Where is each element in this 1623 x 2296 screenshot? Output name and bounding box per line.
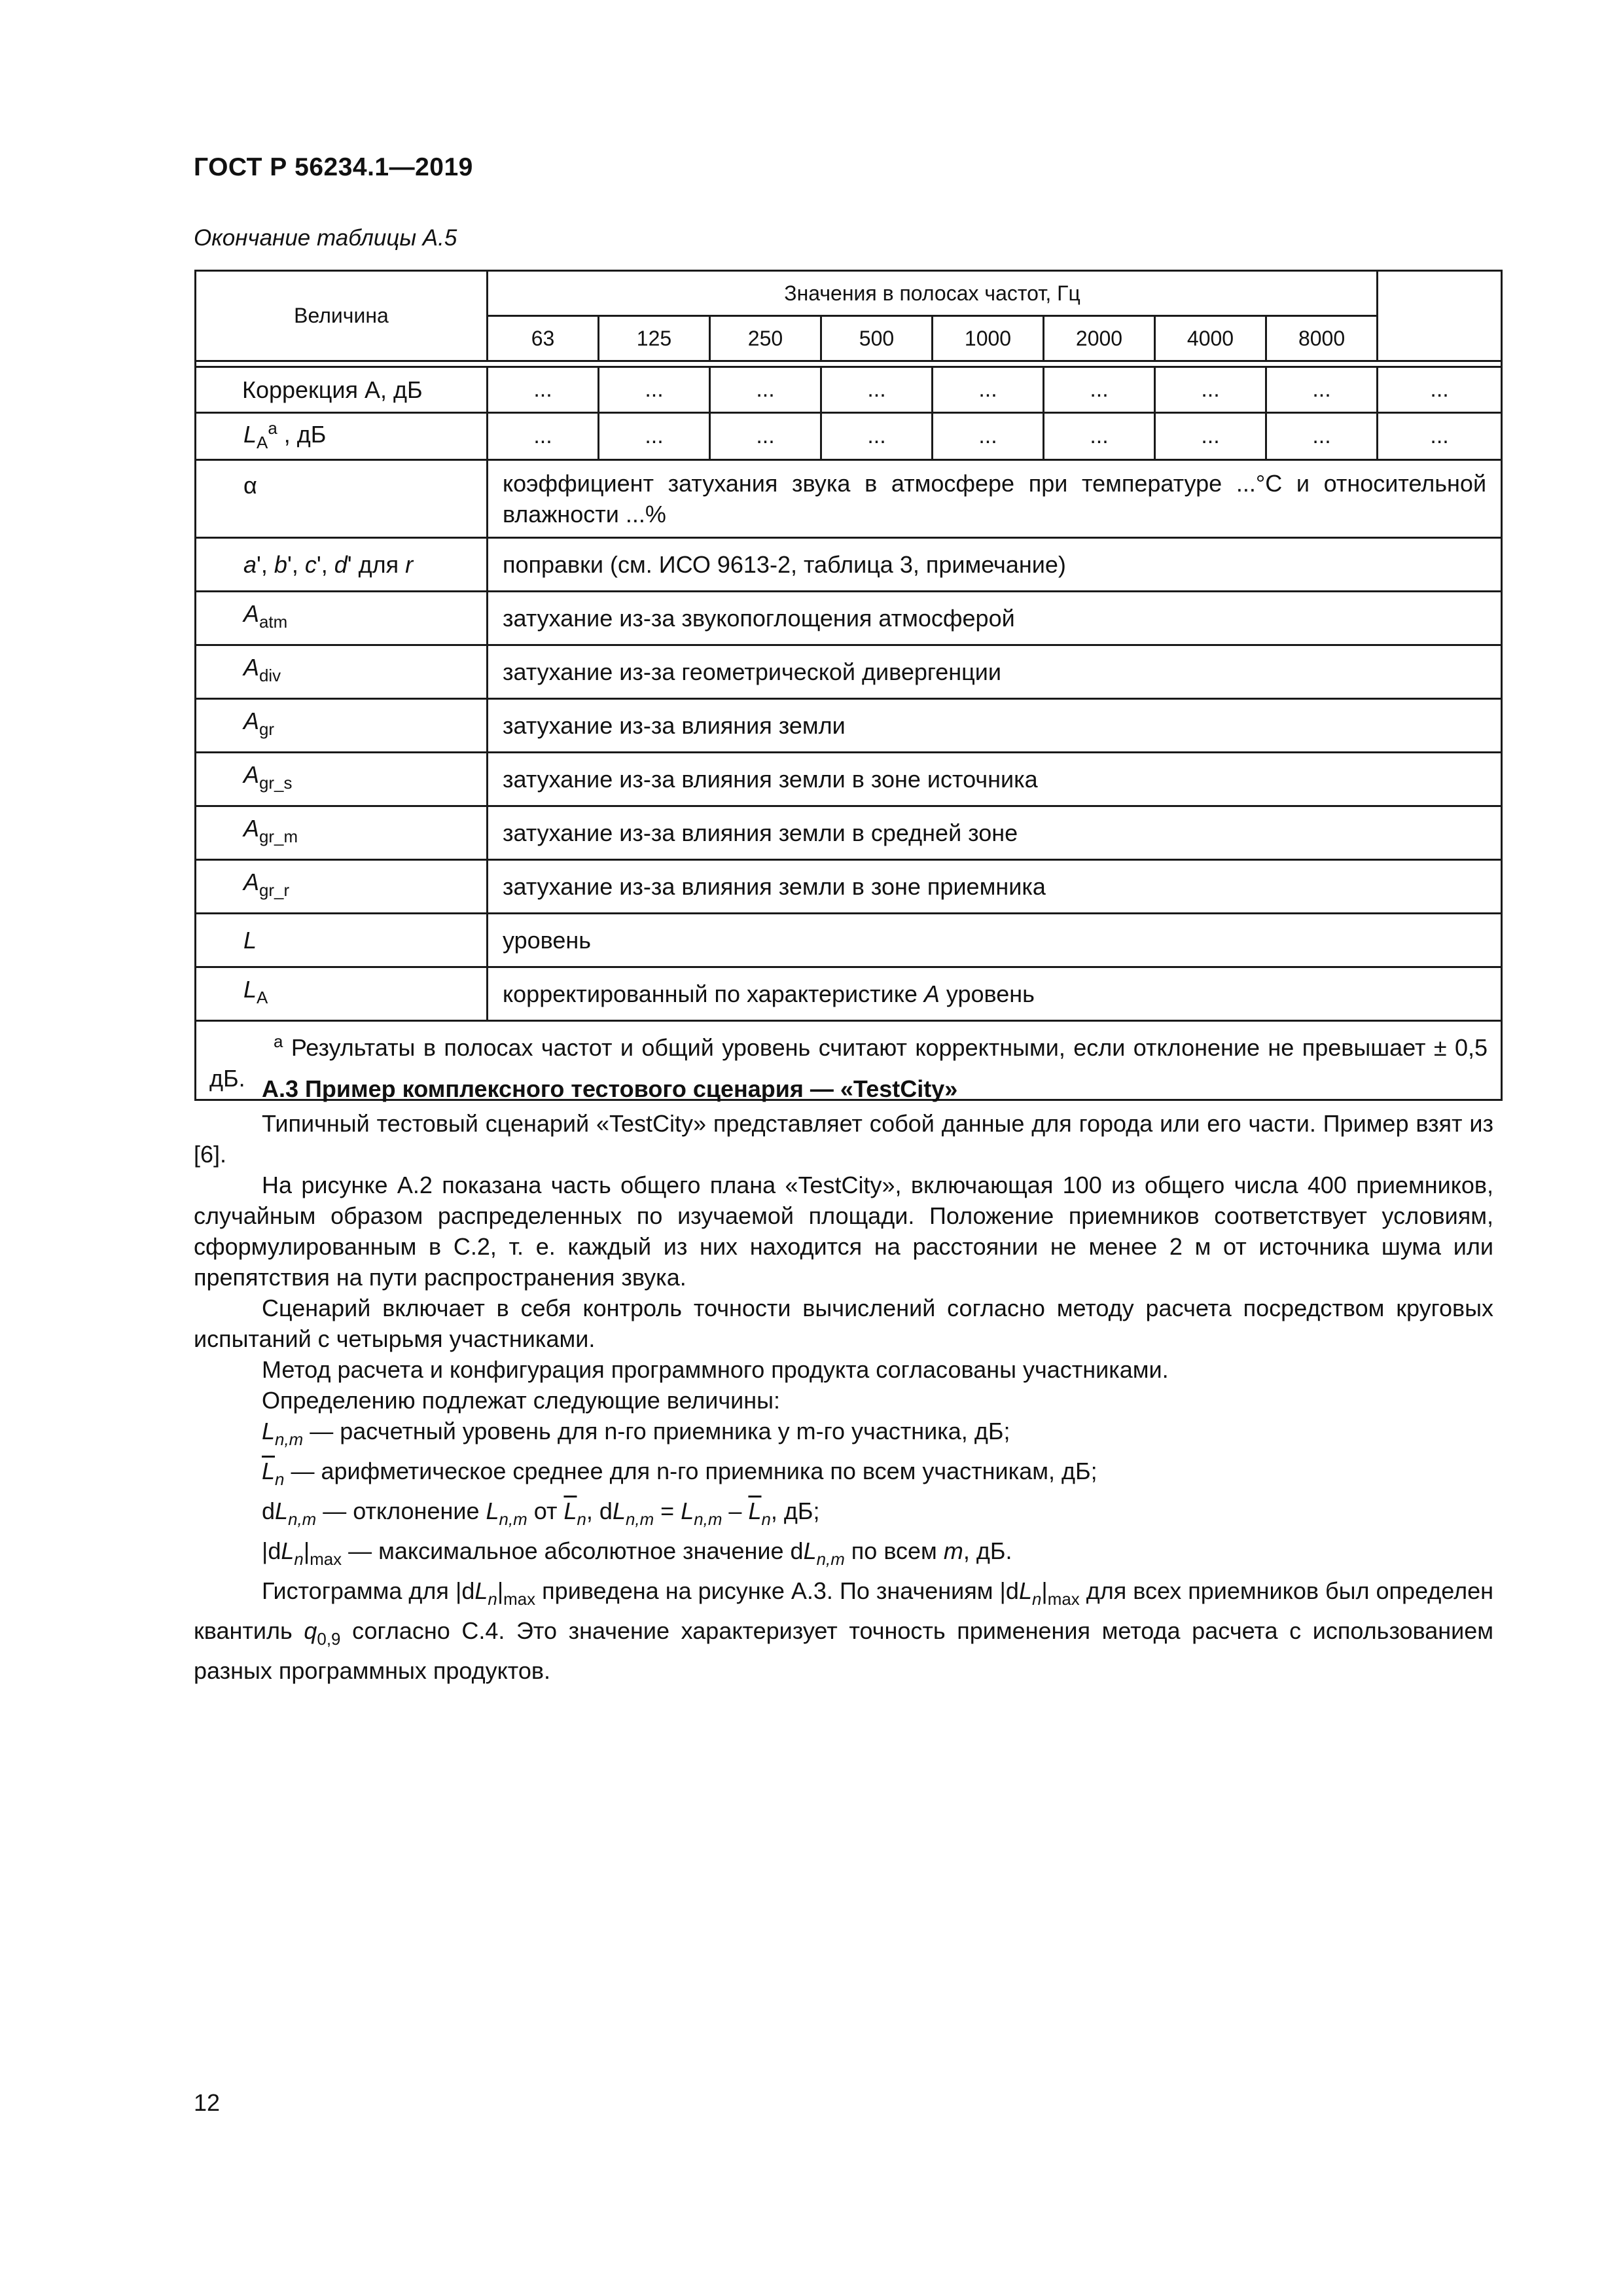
cell-value: ... (1155, 367, 1266, 413)
row-a-atm (196, 592, 1502, 645)
quantities-table (194, 270, 1503, 1101)
row-description: коэффициент затухания звука в атмосфере при температуре ...°С и относительной влажности ...% (488, 460, 1502, 538)
cell-value: ... (710, 413, 821, 460)
cell-value: ... (1044, 367, 1155, 413)
row-description: затухание из-за звукопоглощения атмосферой (488, 592, 1502, 645)
cell-value: ... (933, 413, 1044, 460)
row-l (196, 914, 1502, 967)
definition-dln-max: $|dL_n|_{max}$ — максимальное абсолютное значение $dL_{n,m}$ по всем m, дБ. (262, 1537, 1012, 1570)
row-correction-a (196, 367, 1502, 413)
row-label: L (196, 914, 488, 967)
section-heading: А.3 Пример комплексного тестового сценария — «TestCity» (262, 1075, 958, 1102)
paragraph: Типичный тестовый сценарий «TestCity» представляет собой данные для города или его части. Пример взят из [6]. (194, 1110, 1493, 1168)
row-description: поправки (см. ИСО 9613-2, таблица 3, примечание) (488, 538, 1502, 592)
paragraph: На рисунке А.2 показана часть общего плана «TestCity», включающая 100 из общего числа 400 приемников, случайным образом распределенных по изучаемой площади. Положение приемников соответствует условиям, сформулированным в С.2, т. е. каждый из них находится на расстоянии не менее 2 м от источника шума или препятствия на пути распространения звука. (194, 1172, 1493, 1291)
row-label: Коррекция А, дБ (196, 367, 488, 413)
row-a-gr-r (196, 860, 1502, 914)
table-caption: Окончание таблицы А.5 (194, 225, 457, 251)
row-label: $L_A^a$ , дБ (196, 413, 488, 460)
freq-125: 125 (599, 316, 710, 361)
section-body (194, 1073, 1493, 1686)
cell-value: ... (599, 413, 710, 460)
cell-value: ... (488, 413, 599, 460)
freq-1000: 1000 (933, 316, 1044, 361)
table-header-row (196, 271, 1502, 316)
cell-value: ... (1155, 413, 1266, 460)
freq-4000: 4000 (1155, 316, 1266, 361)
col-header-total (1378, 271, 1502, 361)
row-label: $A_{gr\_s}$ (196, 753, 488, 806)
freq-8000: 8000 (1266, 316, 1378, 361)
row-abcd (196, 538, 1502, 592)
cell-value: ... (821, 367, 933, 413)
paragraph: Определению подлежат следующие величины: (262, 1387, 781, 1414)
row-a-div (196, 645, 1502, 699)
paragraph: Сценарий включает в себя контроль точности вычислений согласно методу расчета посредством круговых испытаний с четырьмя участниками. (194, 1295, 1493, 1352)
row-la (196, 413, 1502, 460)
row-label: $A_{gr\_m}$ (196, 806, 488, 860)
row-description: затухание из-за влияния земли (488, 699, 1502, 753)
row-description: затухание из-за влияния земли в зоне приемника (488, 860, 1502, 914)
row-label: $A_{atm}$ (196, 592, 488, 645)
row-alpha (196, 460, 1502, 538)
cell-value: ... (599, 367, 710, 413)
freq-500: 500 (821, 316, 933, 361)
row-label: $A_{div}$ (196, 645, 488, 699)
row-description: затухание из-за влияния земли в зоне источника (488, 753, 1502, 806)
paragraph: Метод расчета и конфигурация программного продукта согласованы участниками. (262, 1356, 1169, 1383)
col-header-bands: Значения в полосах частот, Гц (488, 271, 1378, 316)
cell-value: ... (1378, 413, 1502, 460)
definition-dlnm: $dL_{n,m}$ — отклонение $L_{n,m}$ от $\overline{L}_n$, $dL_{n,m} = L_{n,m} - \overline{L}_n$, дБ; (262, 1498, 820, 1530)
freq-250: 250 (710, 316, 821, 361)
row-description: затухание из-за геометрической дивергенции (488, 645, 1502, 699)
row-label: $L_A$ (196, 967, 488, 1021)
row-description: корректированный по характеристике A уровень (488, 967, 1502, 1021)
cell-value: ... (1044, 413, 1155, 460)
cell-value: ... (1266, 413, 1378, 460)
definition-lnm: $L_{n,m}$ — расчетный уровень для n-го приемника у m-го участника, дБ; (262, 1418, 1010, 1450)
cell-value: ... (933, 367, 1044, 413)
freq-63: 63 (488, 316, 599, 361)
page-number: 12 (194, 2089, 221, 2116)
cell-value: ... (1378, 367, 1502, 413)
cell-value: ... (821, 413, 933, 460)
freq-2000: 2000 (1044, 316, 1155, 361)
row-description: уровень (488, 914, 1502, 967)
row-label: α (196, 460, 488, 538)
row-a-gr-s (196, 753, 1502, 806)
row-label: a', b', c', d' для r (196, 538, 488, 592)
row-a-gr-m (196, 806, 1502, 860)
definition-ln-mean: $\overline{L}_n$ — арифметическое среднее для n-го приемника по всем участникам, дБ; (262, 1458, 1097, 1490)
row-a-gr (196, 699, 1502, 753)
row-label: $A_{gr\_r}$ (196, 860, 488, 914)
col-header-quantity: Величина (196, 271, 488, 361)
table-footnote: $^а$ Результаты в полосах частот и общий уровень считают корректными, если отклонение не превышает ± 0,5 дБ. (196, 1021, 1502, 1100)
cell-value: ... (1266, 367, 1378, 413)
row-la-def (196, 967, 1502, 1021)
document-header: ГОСТ Р 56234.1—2019 (194, 153, 473, 181)
cell-value: ... (488, 367, 599, 413)
paragraph-histogram: Гистограмма для $|dL_n|_{max}$ приведена на рисунке А.3. По значениям $|dL_n|_{max}$ для всех приемников был определен квантиль $q_{0,9}$ согласно С.4. Это значение характеризует точность применения метода расчета с использованием разных программных продуктов. (194, 1577, 1494, 1685)
row-description: затухание из-за влияния земли в средней зоне (488, 806, 1502, 860)
row-label: $A_{gr}$ (196, 699, 488, 753)
cell-value: ... (710, 367, 821, 413)
